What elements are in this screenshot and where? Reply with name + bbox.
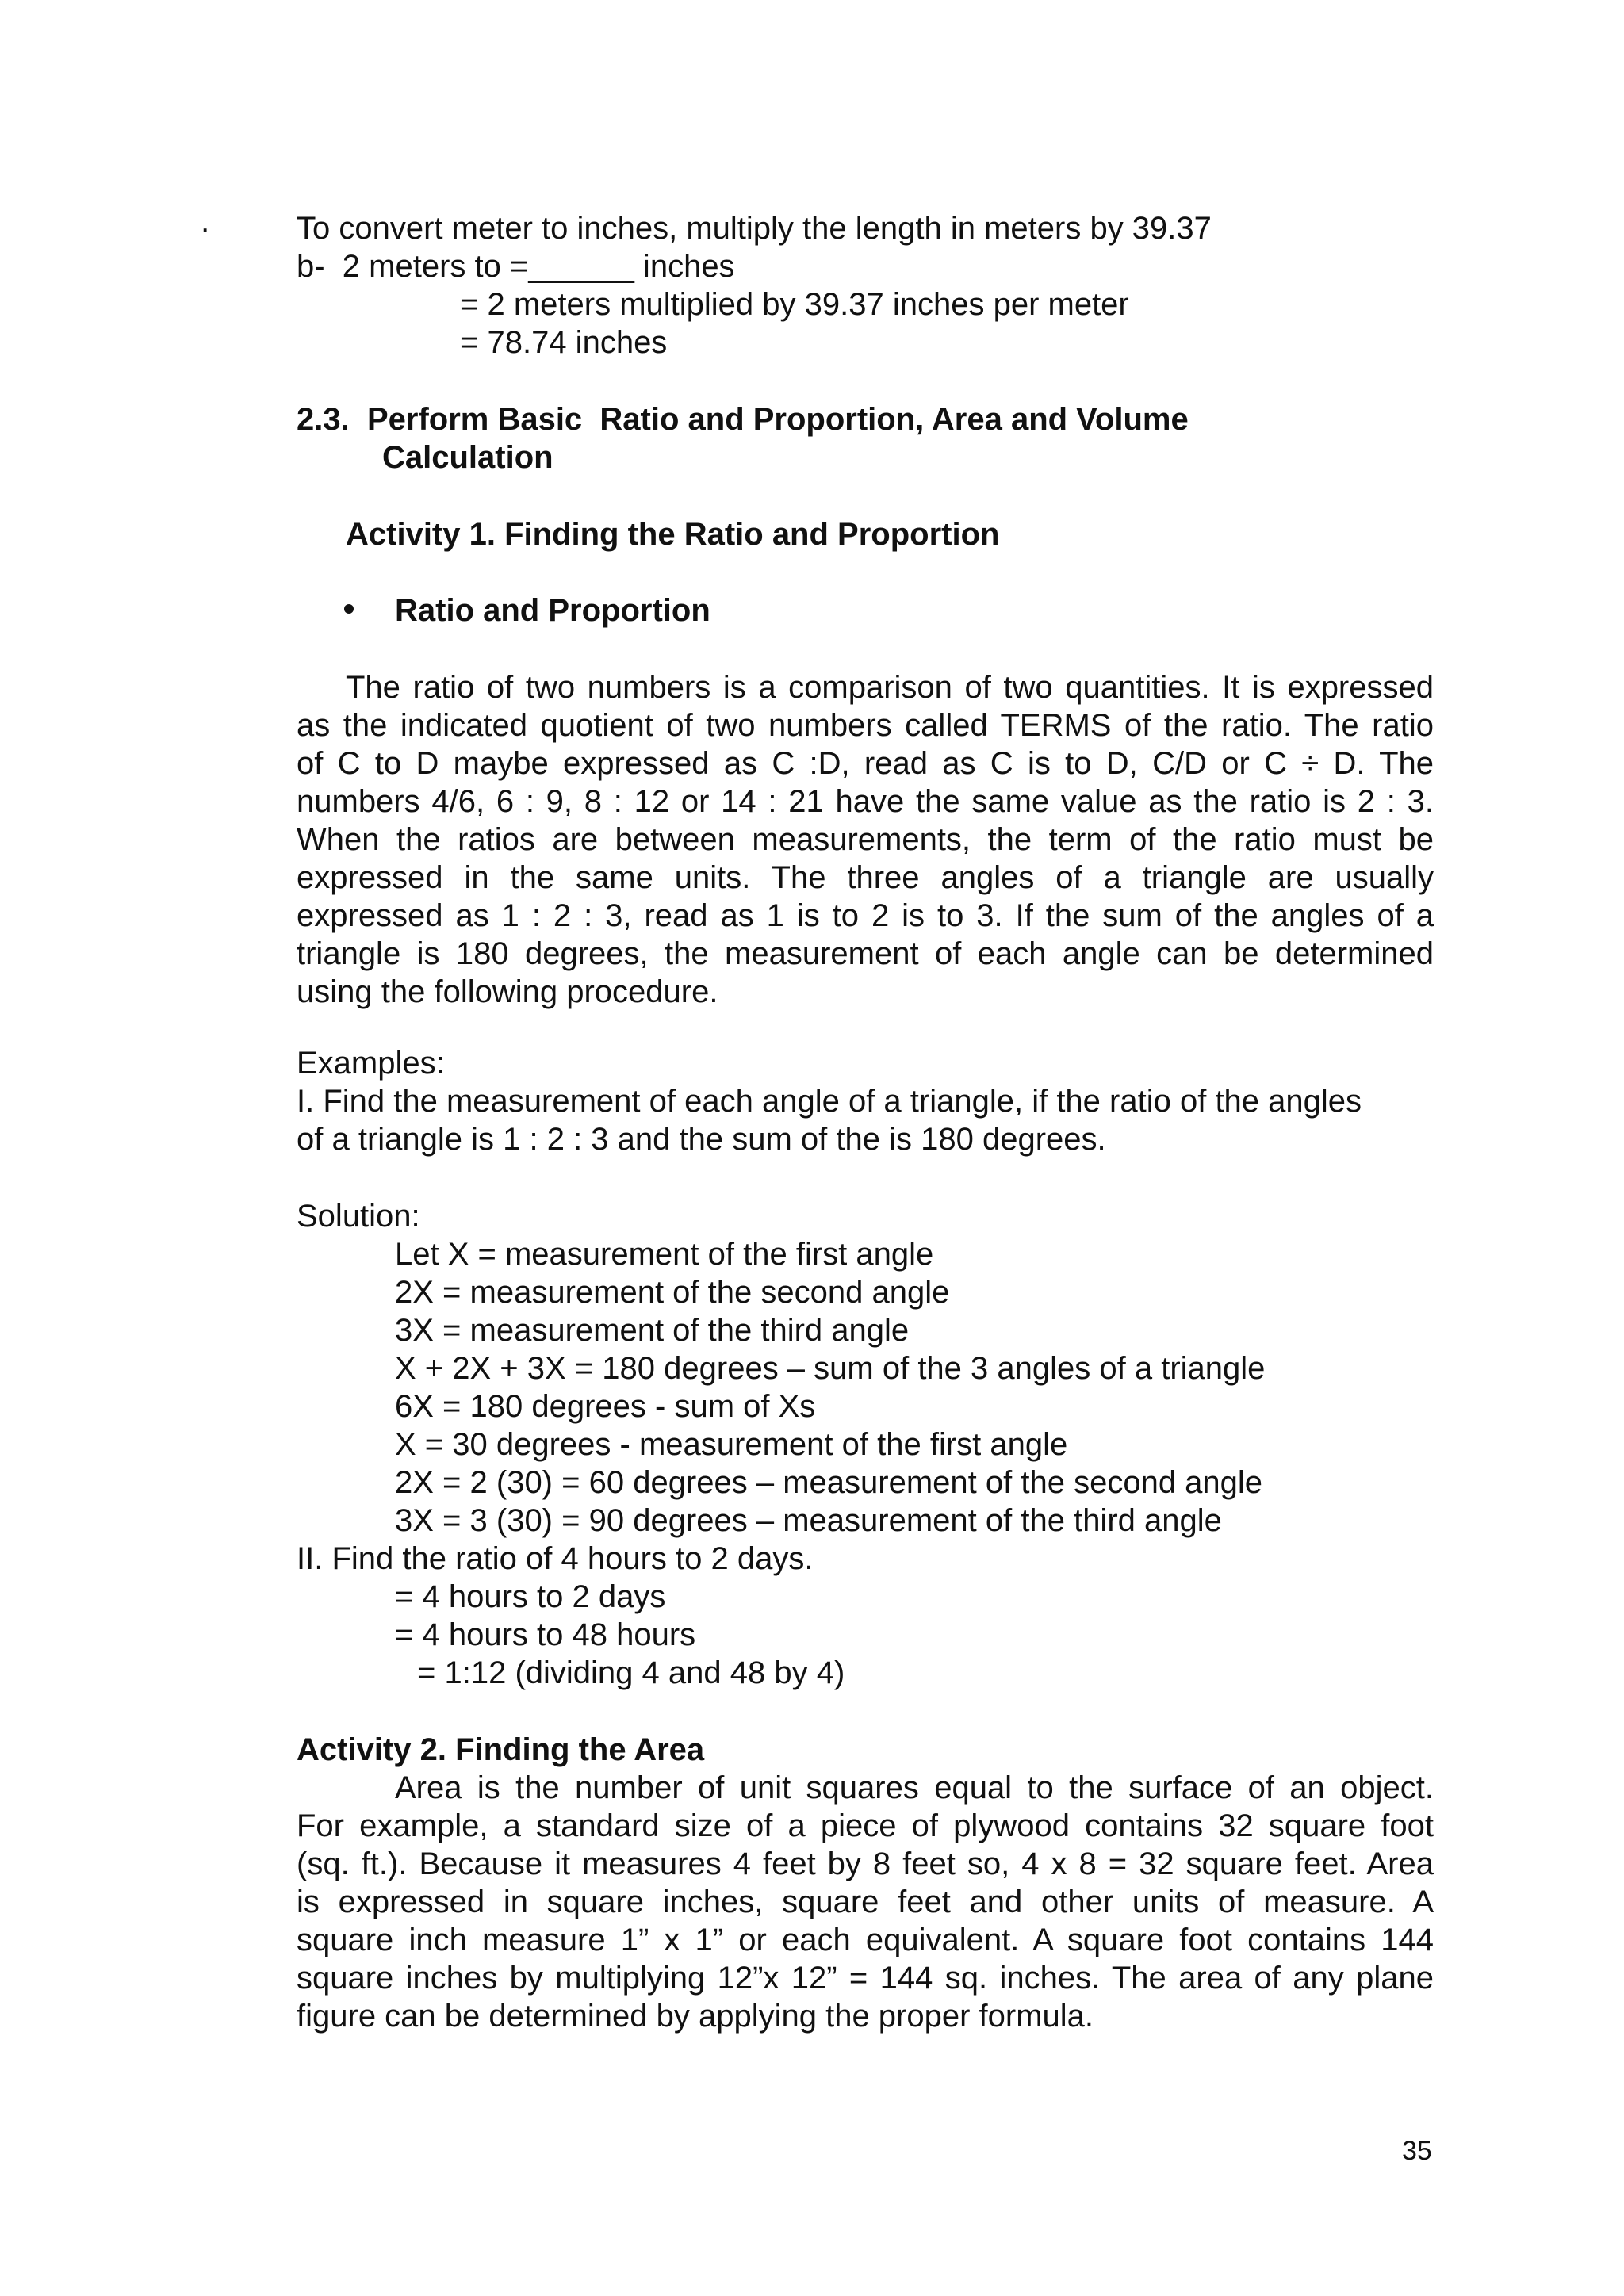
- activity-1-title: Activity 1. Finding the Ratio and Proportion: [346, 517, 1000, 552]
- area-paragraph: [297, 1769, 1434, 2035]
- paragraph-line: expressed in the same units. The three angles of a triangle are usually: [297, 860, 1434, 895]
- paragraph-line: When the ratios are between measurements, the term of the ratio must be: [297, 822, 1434, 857]
- conversion-step-2: = 78.74 inches: [460, 325, 668, 360]
- example-2-step: = 4 hours to 2 days: [395, 1579, 666, 1614]
- section-title-continued: Calculation: [382, 440, 553, 475]
- bullet-heading: Ratio and Proportion: [395, 593, 710, 628]
- solution-step: 6X = 180 degrees - sum of Xs: [395, 1389, 816, 1424]
- paragraph-line: (sq. ft.). Because it measures 4 feet by 8 feet so, 4 x 8 = 32 square feet. Area: [297, 1846, 1434, 1881]
- paragraph-line: For example, a standard size of a piece of plywood contains 32 square foot: [297, 1808, 1434, 1843]
- paragraph-line: The ratio of two numbers is a comparison of two quantities. It is expressed: [346, 670, 1434, 705]
- bullet-icon: [344, 604, 354, 614]
- page-number: 35: [1402, 2136, 1432, 2166]
- solution-step: 3X = measurement of the third angle: [395, 1313, 910, 1348]
- example-1-question-continued: of a triangle is 1 : 2 : 3 and the sum of the is 180 degrees.: [297, 1122, 1106, 1157]
- margin-dot: ·: [200, 211, 211, 246]
- paragraph-line: is expressed in square inches, square feet and other units of measure. A: [297, 1885, 1434, 1919]
- paragraph-line: using the following procedure.: [297, 974, 718, 1009]
- solution-step: Let X = measurement of the first angle: [395, 1237, 934, 1272]
- ratio-paragraph: [297, 668, 1434, 1011]
- solution-step: X = 30 degrees - measurement of the first angle: [395, 1427, 1068, 1462]
- example-2-question: II. Find the ratio of 4 hours to 2 days.: [297, 1541, 814, 1576]
- conversion-example: b- 2 meters to =______ inches: [297, 249, 735, 284]
- paragraph-line: Area is the number of unit squares equal to the surface of an object.: [395, 1770, 1434, 1805]
- examples-label: Examples:: [297, 1046, 445, 1081]
- example-2-step: = 4 hours to 48 hours: [395, 1617, 696, 1652]
- paragraph-line: triangle is 180 degrees, the measurement of each angle can be determined: [297, 936, 1434, 971]
- example-2-step: = 1:12 (dividing 4 and 48 by 4): [417, 1655, 845, 1690]
- solution-step: 3X = 3 (30) = 90 degrees – measurement of the third angle: [395, 1503, 1222, 1538]
- activity-2-title: Activity 2. Finding the Area: [297, 1732, 705, 1767]
- paragraph-line: expressed as 1 : 2 : 3, read as 1 is to 2 is to 3. If the sum of the angles of a: [297, 898, 1434, 933]
- solution-label: Solution:: [297, 1199, 420, 1234]
- paragraph-line: numbers 4/6, 6 : 9, 8 : 12 or 14 : 21 have the same value as the ratio is 2 : 3.: [297, 784, 1434, 819]
- solution-step: X + 2X + 3X = 180 degrees – sum of the 3 angles of a triangle: [395, 1351, 1266, 1386]
- paragraph-line: as the indicated quotient of two numbers called TERMS of the ratio. The ratio: [297, 708, 1434, 743]
- conversion-step-1: = 2 meters multiplied by 39.37 inches per meter: [460, 287, 1129, 322]
- paragraph-line: of C to D maybe expressed as C :D, read as C is to D, C/D or C ÷ D. The: [297, 746, 1434, 781]
- solution-step: 2X = measurement of the second angle: [395, 1275, 950, 1310]
- conversion-intro: To convert meter to inches, multiply the length in meters by 39.37: [297, 211, 1212, 246]
- paragraph-line: square inches by multiplying 12”x 12” = 144 sq. inches. The area of any plane: [297, 1961, 1434, 1996]
- section-title: 2.3. Perform Basic Ratio and Proportion, Area and Volume: [297, 402, 1189, 437]
- solution-step: 2X = 2 (30) = 60 degrees – measurement of the second angle: [395, 1465, 1263, 1500]
- paragraph-line: figure can be determined by applying the proper formula.: [297, 1999, 1094, 2034]
- example-1-question: I. Find the measurement of each angle of a triangle, if the ratio of the angles: [297, 1084, 1362, 1119]
- paragraph-line: square inch measure 1” x 1” or each equivalent. A square foot contains 144: [297, 1923, 1434, 1957]
